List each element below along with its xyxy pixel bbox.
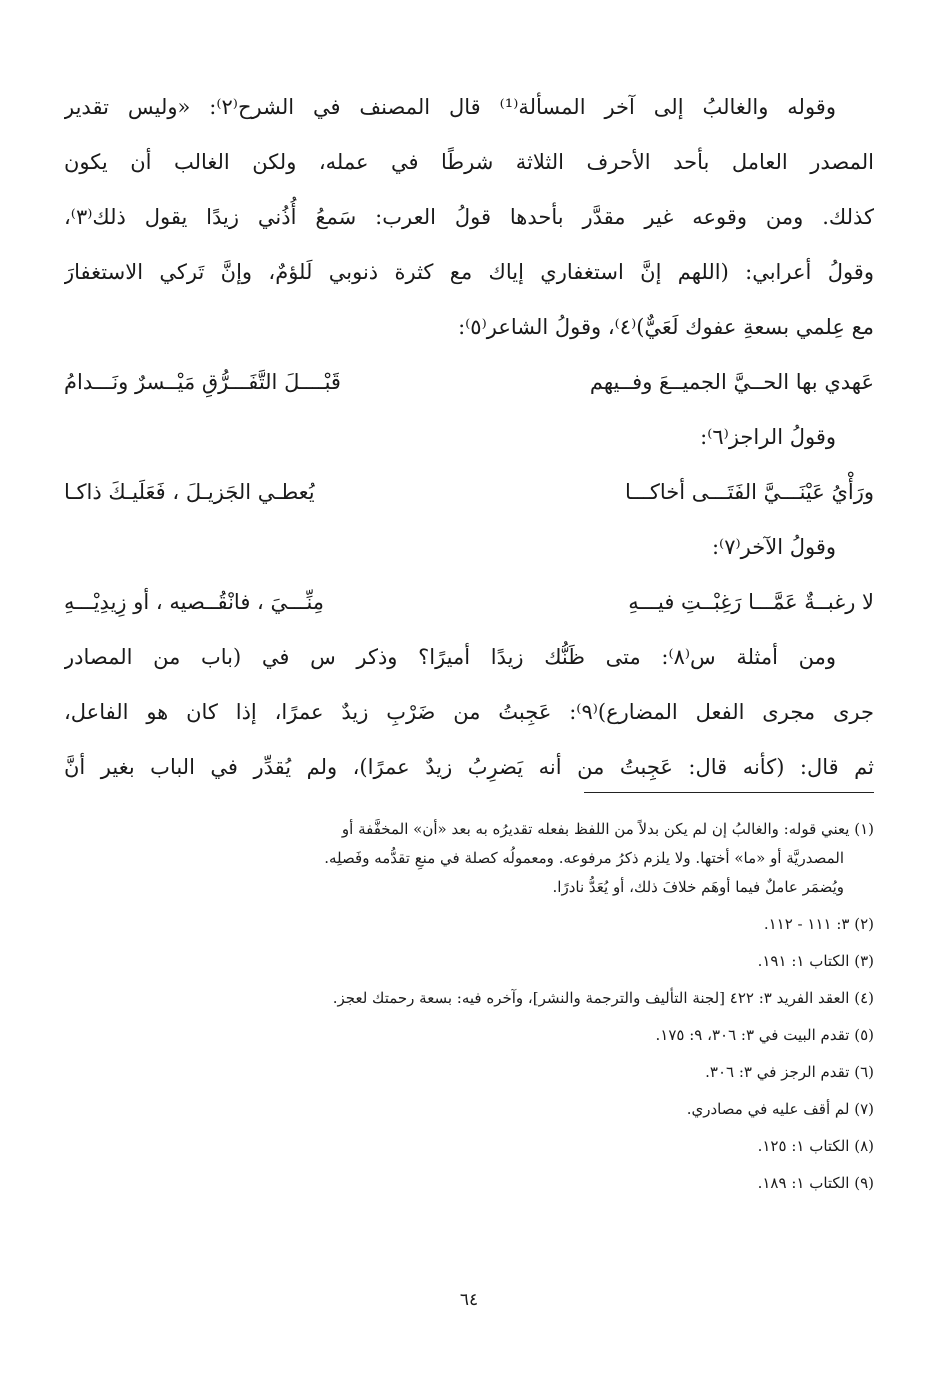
text-line-3: كذلك. ومن وقوعه غير مقدَّر بأحدها قولُ العرب: سَمعُ أُذُني زيدًا يقول ذلك⁽٣⁾، [64,205,874,229]
verse-1 [64,355,874,410]
footnote-2: (٢) ٣: ١١١ - ١١٢. [763,915,874,933]
verse-1-first-hemistich: عَهدي بها الحــيَّ الجميــعَ وفــيهم [589,370,874,394]
footnote-9: (٩) الكتاب ١: ١٨٩. [757,1174,874,1192]
footnote-1-line-1: (١) يعني قوله: والغالبُ إن لم يكن بدلاً من اللفظ بفعله تقديرُه به بعد «أن» المخفَّفة أو [341,820,874,838]
text-line-6: ومن أمثلة س⁽٨⁾: متى ظَنُّك زيدًا أميرًا؟ وذكر س في (باب من المصادر [64,645,836,669]
text-line-7: جرى مجرى الفعل المضارع)⁽٩⁾: عَجِبتُ من ضَرْبِ زيدٌ عمرًا، إذا كان هو الفاعل، [64,700,874,724]
footnote-4: (٤) العقد الفريد ٣: ٤٢٢ [لجنة التأليف والترجمة والنشر]، وآخره فيه: بسعة رحمتك لعجز. [332,989,874,1007]
verse-1-second-hemistich: قَبْــــلَ التَّفَـــرُّقِ مَيْــسرٌ ونَـــدامُ [64,370,341,394]
text-line-4: وقولُ أعرابي: (اللهم إنَّ استغفاري إياك مع كثرة ذنوبي لَلؤمٌ، وإنَّ تَركي الاستغفارَ [64,260,874,284]
footnote-separator [584,792,874,793]
footnote-1-line-2: المصدريَّة أو «ما» أختها. ولا يلزم ذكرُ مرفوعه. ومعمولُه كصلة في منعِ تقدُّمه وفَصلِه. [324,849,844,867]
text-line-2: المصدر العامل بأحد الأحرف الثلاثة شرطًا في عمله، ولكن الغالب أن يكون [64,150,874,174]
verse-3-first-hemistich: لا رغبــةٌ عَمَّـــا رَغِبْــتِ فيـــهِ [628,590,874,614]
verse-2-first-hemistich: ورَأْيُ عَيْنَـــيَّ الفَتَـــى أخاكـــا [625,480,874,504]
other-poet-intro: وقولُ الآخر⁽٧⁾: [711,535,836,559]
text-line-1: وقوله والغالبُ إلى آخر المسألة⁽¹⁾ قال المصنف في الشرح⁽٢⁾: «وليس تقدير [64,95,836,119]
footnote-8: (٨) الكتاب ١: ١٢٥. [757,1137,874,1155]
verse-3 [64,575,874,630]
footnote-1-line-3: ويُضمَر عاملٌ فيما أوهَم خلافَ ذلك، أو يُعَدُّ نادرًا. [552,878,844,896]
footnote-5: (٥) تقدم البيت في ٣: ٣٠٦، ٩: ١٧٥. [655,1026,874,1044]
main-text [64,80,874,795]
verse-2-second-hemistich: يُعطـي الجَزيـلَ ، فَعَلَيـكَ ذاكـا [64,480,315,504]
rajiz-intro: وقولُ الراجز⁽٦⁾: [700,425,836,449]
text-line-5: مع عِلمي بسعةِ عفوك لَعَيٌّ)⁽٤⁾، وقولُ الشاعر⁽٥⁾: [458,315,874,339]
page-number: ٦٤ [459,1290,479,1310]
footnote-7: (٧) لم أقف عليه في مصادري. [686,1100,874,1118]
text-line-8: ثم قال: (كأنه قال: عَجِبتُ من أنه يَضرِبُ زيدٌ عمرًا)، ولم يُقدِّر في الباب بغير أنَّ [64,755,874,779]
verse-2 [64,465,874,520]
footnote-3: (٣) الكتاب ١: ١٩١. [757,952,874,970]
verse-3-second-hemistich: مِنِّـــيَ ، فانْقُــصيه ، أو زِيدِيْـــهِ [64,590,325,614]
footnotes [64,815,874,1198]
footnote-6: (٦) تقدم الرجز في ٣: ٣٠٦. [705,1063,874,1081]
